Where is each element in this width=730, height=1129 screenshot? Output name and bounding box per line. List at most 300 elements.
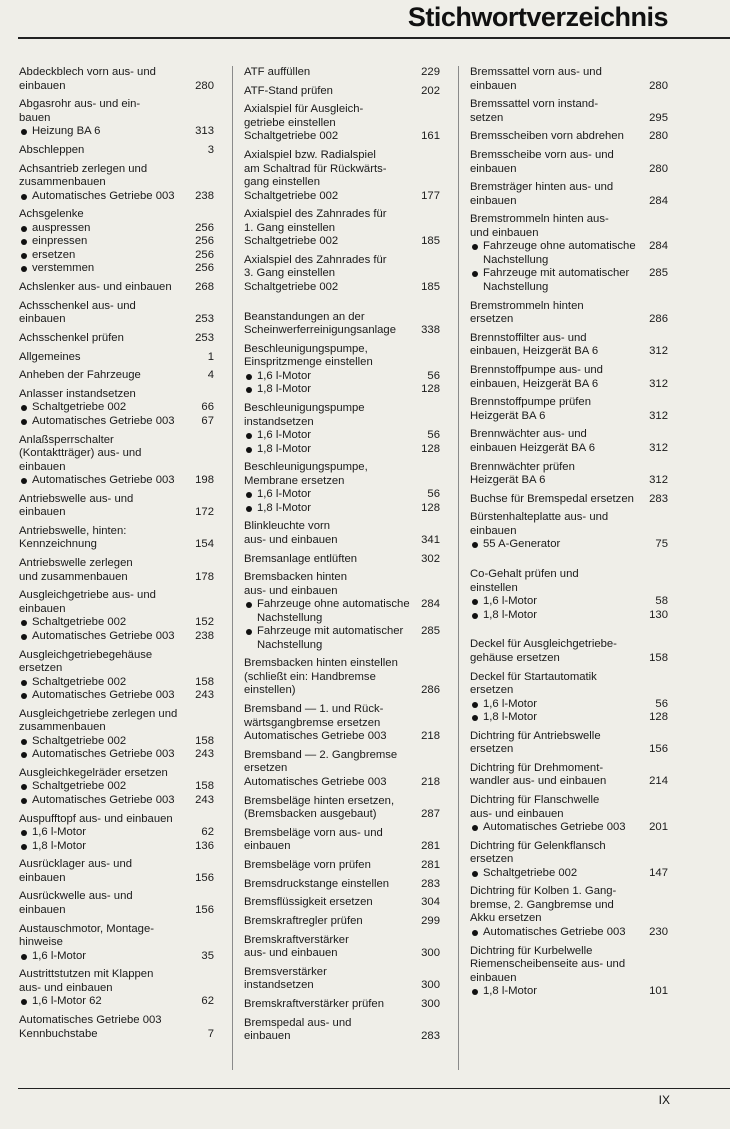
sub-entry <box>19 249 214 263</box>
sub-entry-page-number: 67 <box>201 414 214 427</box>
index-entry <box>19 813 214 854</box>
index-entry <box>244 1017 440 1044</box>
entry-text: Blinkleuchte vorn <box>244 520 331 533</box>
entry-text: gang einstellen <box>244 176 321 189</box>
entry-page-number: 312 <box>649 345 668 358</box>
entry-text: einbauen <box>470 524 517 537</box>
index-entry <box>19 98 214 139</box>
index-entry <box>470 66 668 93</box>
entry-page-number: 177 <box>421 189 440 202</box>
sub-entry <box>244 383 440 397</box>
entry-text: einbauen <box>244 1030 291 1043</box>
entry-text: Austauschmotor, Montage- <box>19 922 155 935</box>
entry-text: Beschleunigungspumpe, <box>244 461 368 474</box>
entry-page-number: 154 <box>195 538 214 551</box>
index-column-1 <box>19 66 214 1046</box>
entry-text: gehäuse ersetzen <box>470 651 560 664</box>
sub-entry <box>19 676 214 690</box>
entry-page-number: 286 <box>649 313 668 326</box>
sub-entry <box>19 125 214 139</box>
sub-entry-page-number: 56 <box>427 369 440 382</box>
entry-text: zusammenbauen <box>19 721 106 734</box>
index-entry <box>244 657 440 698</box>
index-entry <box>19 281 214 295</box>
sub-entry-page-number: 201 <box>649 821 668 834</box>
entry-text: Achsschenkel aus- und <box>19 299 136 312</box>
index-entry <box>470 794 668 835</box>
entry-page-number: 312 <box>649 377 668 390</box>
sub-entry <box>19 222 214 236</box>
sub-entry-text: Fahrzeuge mit automatischer Nachstellung <box>470 267 649 294</box>
entry-text: Schaltgetriebe 002 <box>244 235 339 248</box>
sub-entry-page-number: 285 <box>649 267 668 280</box>
entry-text: Bremsband — 2. Gangbremse <box>244 748 398 761</box>
entry-page-number: 156 <box>649 743 668 756</box>
entry-text: Schaltgetriebe 002 <box>244 280 339 293</box>
entry-text: hinweise <box>19 936 63 949</box>
sub-entry-page-number: 238 <box>195 189 214 202</box>
sub-entry <box>19 748 214 762</box>
entry-text: einbauen <box>19 79 66 92</box>
entry-text: Deckel für Ausgleichgetriebe- <box>470 638 617 651</box>
index-entry <box>19 163 214 204</box>
index-entry <box>470 396 668 423</box>
sub-entry-text: Fahrzeuge ohne automatische Nachstellung <box>244 598 421 625</box>
entry-text: Deckel für Startautomatik <box>470 670 597 683</box>
entry-text: Bremsdruckstange einstellen <box>244 877 390 890</box>
entry-text: zusammenbauen <box>19 176 106 189</box>
index-entry <box>244 149 440 203</box>
entry-page-number: 280 <box>649 162 668 175</box>
entry-text: einbauen Heizgerät BA 6 <box>470 441 595 454</box>
entry-text: Automatisches Getriebe 003 <box>244 730 387 743</box>
index-entry <box>470 730 668 757</box>
entry-text: Auspufftopf aus- und einbauen <box>19 812 173 825</box>
entry-text: Bremsscheibe vorn aus- und <box>470 149 614 162</box>
sub-entry-text: 1,8 l-Motor <box>244 443 421 457</box>
sub-entry-page-number: 158 <box>195 780 214 793</box>
entry-text: einbauen <box>19 903 66 916</box>
entry-page-number: 156 <box>195 871 214 884</box>
sub-entry <box>19 474 214 488</box>
entry-page-number: 280 <box>195 79 214 92</box>
entry-text: getriebe einstellen <box>244 116 336 129</box>
index-entry <box>244 703 440 744</box>
sub-entry-page-number: 158 <box>195 675 214 688</box>
entry-text: einbauen <box>19 313 66 326</box>
index-entry <box>244 571 440 652</box>
entry-text: Bremskraftregler prüfen <box>244 914 363 927</box>
entry-text: einbauen <box>244 840 291 853</box>
index-entry <box>244 859 440 873</box>
entry-text: Bremsträger hinten aus- und <box>470 181 614 194</box>
entry-text: Axialspiel für Ausgleich- <box>244 103 364 116</box>
entry-text: wandler aus- und einbauen <box>470 775 607 788</box>
sub-entry <box>19 735 214 749</box>
index-entry <box>244 896 440 910</box>
entry-text: einbauen <box>19 602 66 615</box>
sub-entry <box>470 538 668 552</box>
entry-page-number: 280 <box>649 79 668 92</box>
entry-text: Beanstandungen an der <box>244 310 365 323</box>
index-entry <box>244 878 440 892</box>
sub-entry <box>244 443 440 457</box>
entry-page-number: 300 <box>421 947 440 960</box>
entry-text: Kennzeichnung <box>19 538 97 551</box>
entry-text: einbauen, Heizgerät BA 6 <box>470 377 599 390</box>
sub-entry-page-number: 130 <box>649 608 668 621</box>
entry-page-number: 287 <box>421 808 440 820</box>
entry-text: Bremsverstärker <box>244 965 327 978</box>
entry-text: Antriebswelle aus- und <box>19 492 134 505</box>
sub-entry-text: 1,6 l-Motor <box>19 950 201 964</box>
column-divider <box>232 66 233 1070</box>
index-entry <box>470 493 668 507</box>
sub-entry-page-number: 243 <box>195 793 214 806</box>
entry-text: Co-Gehalt prüfen und <box>470 568 579 581</box>
sub-entry-text: Automatisches Getriebe 003 <box>19 415 201 429</box>
entry-text: (Bremsbacken ausgebaut) <box>244 808 377 820</box>
sub-entry-text: Automatisches Getriebe 003 <box>19 630 195 644</box>
index-entry <box>244 85 440 99</box>
index-entry <box>244 998 440 1012</box>
index-entry <box>470 461 668 488</box>
sub-entry-page-number: 152 <box>195 616 214 629</box>
entry-text: Bremsband — 1. und Rück- <box>244 703 384 716</box>
entry-page-number: 185 <box>421 280 440 293</box>
entry-text: Anlasser instandsetzen <box>19 387 136 400</box>
index-entry <box>244 749 440 790</box>
entry-text: Dichtring für Drehmoment- <box>470 761 604 774</box>
index-entry <box>470 364 668 391</box>
sub-entry-text: 1,6 l-Motor <box>244 488 427 502</box>
sub-entry-page-number: 256 <box>195 235 214 248</box>
entry-page-number: 158 <box>649 651 668 664</box>
sub-entry-page-number: 56 <box>655 697 668 710</box>
entry-page-number: 286 <box>421 684 440 697</box>
index-entry <box>244 915 440 929</box>
entry-text: Automatisches Getriebe 003 <box>19 1014 162 1026</box>
index-entry <box>470 762 668 789</box>
entry-text: aus- und einbauen <box>244 584 338 597</box>
sub-entry-page-number: 101 <box>649 985 668 998</box>
index-entry <box>244 343 440 397</box>
entry-text: (Kontaktträger) aus- und <box>19 447 142 460</box>
page-title: Stichwortverzeichnis <box>407 2 668 32</box>
index-entry <box>244 311 440 338</box>
index-entry <box>19 300 214 327</box>
entry-text: Abgasrohr aus- und ein- <box>19 98 141 111</box>
sub-entry <box>19 995 214 1009</box>
entry-text: Bremsbeläge vorn aus- und <box>244 826 383 839</box>
index-entry <box>470 213 668 294</box>
entry-page-number: 280 <box>649 130 668 143</box>
entry-text: einbauen <box>470 971 517 984</box>
entry-text: ersetzen <box>470 853 514 866</box>
sub-entry-text: 1,8 l-Motor <box>244 502 421 516</box>
entry-text: Ausgleichkegelräder ersetzen <box>19 766 168 779</box>
entry-text: Austrittstutzen mit Klappen <box>19 968 154 981</box>
index-entry <box>19 767 214 808</box>
sub-entry <box>470 240 668 267</box>
sub-entry-text: Schaltgetriebe 002 <box>19 676 195 690</box>
entry-page-number: 253 <box>195 313 214 326</box>
sub-entry-text: verstemmen <box>19 262 195 276</box>
index-column-2 <box>244 66 440 1049</box>
index-entry <box>19 434 214 488</box>
entry-page-number: 156 <box>195 903 214 916</box>
index-entry <box>19 493 214 520</box>
entry-text: setzen <box>470 111 504 124</box>
sub-entry-text: 1,8 l-Motor <box>19 840 195 854</box>
sub-entry-page-number: 136 <box>195 839 214 852</box>
entry-page-number: 253 <box>195 331 214 344</box>
sub-entry <box>19 415 214 429</box>
entry-page-number: 161 <box>421 130 440 143</box>
index-entry <box>470 149 668 176</box>
entry-text: und einbauen <box>470 226 539 239</box>
sub-entry-text: Automatisches Getriebe 003 <box>470 821 649 835</box>
entry-text: ersetzen <box>470 743 514 756</box>
sub-entry <box>19 794 214 808</box>
index-entry <box>244 966 440 993</box>
entry-text: einbauen, Heizgerät BA 6 <box>470 345 599 358</box>
sub-entry <box>19 190 214 204</box>
entry-text: Ausrückwelle aus- und <box>19 890 133 903</box>
index-entry <box>19 968 214 1009</box>
entry-text: Heizgerät BA 6 <box>470 409 546 422</box>
sub-entry-page-number: 256 <box>195 221 214 234</box>
entry-text: Bremskraftverstärker <box>244 933 349 946</box>
entry-text: Axialspiel bzw. Radialspiel <box>244 149 376 162</box>
sub-entry <box>244 598 440 625</box>
entry-text: bremse, 2. Gangbremse und <box>470 898 614 911</box>
sub-entry <box>470 821 668 835</box>
entry-text: am Schaltrad für Rückwärts- <box>244 162 387 175</box>
entry-text: ersetzen <box>470 313 514 326</box>
header-rule <box>18 37 730 39</box>
entry-page-number: 300 <box>421 998 440 1010</box>
sub-entry-text: 1,6 l-Motor <box>244 429 427 443</box>
sub-entry-text: Automatisches Getriebe 003 <box>19 794 195 808</box>
index-entry <box>19 649 214 703</box>
entry-page-number: 281 <box>421 858 440 871</box>
index-entry <box>19 589 214 643</box>
entry-page-number: 312 <box>649 474 668 487</box>
index-entry <box>244 254 440 295</box>
index-entry <box>470 511 668 552</box>
sub-entry <box>19 826 214 840</box>
entry-text: ATF-Stand prüfen <box>244 84 333 97</box>
letter-group-gap <box>470 557 668 568</box>
sub-entry-text: 1,6 l-Motor 62 <box>19 995 201 1009</box>
sub-entry-text: 1,6 l-Motor <box>470 595 655 609</box>
entry-text: Brennstoffpumpe prüfen <box>470 396 592 409</box>
entry-text: Ausrücklager aus- und <box>19 858 133 871</box>
entry-page-number: 4 <box>207 369 214 382</box>
index-entry <box>19 332 214 346</box>
index-entry <box>19 351 214 365</box>
sub-entry-page-number: 147 <box>649 866 668 879</box>
sub-entry-page-number: 198 <box>195 474 214 487</box>
sub-entry-text: auspressen <box>19 222 195 236</box>
entry-page-number: 338 <box>421 324 440 337</box>
entry-page-number: 312 <box>649 441 668 454</box>
letter-group-gap <box>470 627 668 638</box>
entry-text: Einspritzmenge einstellen <box>244 356 373 369</box>
index-entry <box>244 402 440 456</box>
entry-page-number: 302 <box>421 552 440 565</box>
entry-text: Dichtring für Gelenkflansch <box>470 839 606 852</box>
entry-page-number: 283 <box>649 492 668 505</box>
sub-entry <box>19 616 214 630</box>
entry-text: Bremsscheiben vorn abdrehen <box>470 130 624 143</box>
entry-text: Schaltgetriebe 002 <box>244 130 339 143</box>
entry-text: einbauen <box>470 162 517 175</box>
entry-page-number: 268 <box>195 280 214 293</box>
sub-entry <box>19 950 214 964</box>
index-entry <box>19 208 214 276</box>
entry-text: aus- und einbauen <box>244 533 338 546</box>
entry-text: Brennwächter aus- und <box>470 428 587 441</box>
index-entry <box>244 520 440 547</box>
index-entry <box>244 795 440 822</box>
sub-entry <box>19 401 214 415</box>
index-entry <box>19 557 214 584</box>
sub-entry-page-number: 128 <box>649 711 668 723</box>
entry-page-number: 295 <box>649 111 668 124</box>
entry-text: Bremsanlage entlüften <box>244 552 358 565</box>
entry-page-number: 185 <box>421 235 440 248</box>
sub-entry-text: Automatisches Getriebe 003 <box>19 748 195 762</box>
entry-text: Bremssattel vorn instand- <box>470 98 599 111</box>
sub-entry-text: Automatisches Getriebe 003 <box>19 190 195 204</box>
index-entry <box>470 98 668 125</box>
entry-text: Dichtring für Antriebswelle <box>470 729 601 742</box>
index-entry <box>470 428 668 455</box>
sub-entry <box>19 235 214 249</box>
entry-text: einbauen <box>19 506 66 519</box>
sub-entry <box>244 429 440 443</box>
entry-text: ersetzen <box>244 762 288 775</box>
entry-page-number: 178 <box>195 570 214 583</box>
entry-text: instandsetzen <box>244 415 314 428</box>
sub-entry-text: Schaltgetriebe 002 <box>19 401 201 415</box>
entry-page-number: 299 <box>421 914 440 927</box>
entry-text: Bremsflüssigkeit ersetzen <box>244 896 373 909</box>
entry-text: 3. Gang einstellen <box>244 267 336 280</box>
entry-text: Ausgleichgetriebegehäuse <box>19 648 153 661</box>
page-number: IX <box>658 1093 670 1107</box>
sub-entry <box>19 262 214 276</box>
sub-entry-text: 1,8 l-Motor <box>470 985 649 999</box>
entry-text: aus- und einbauen <box>244 947 338 960</box>
footer-rule <box>18 1088 730 1089</box>
sub-entry-page-number: 158 <box>195 734 214 747</box>
sub-entry-page-number: 243 <box>195 748 214 761</box>
index-entry <box>244 827 440 854</box>
entry-text: Brennstoffilter aus- und <box>470 331 587 344</box>
index-entry <box>244 934 440 961</box>
entry-text: Allgemeines <box>19 350 81 363</box>
sub-entry <box>470 711 668 725</box>
entry-text: Bremskraftverstärker prüfen <box>244 998 384 1010</box>
index-entry <box>19 144 214 158</box>
sub-entry <box>470 609 668 623</box>
entry-text: einbauen <box>470 194 517 207</box>
entry-text: Riemenscheibenseite aus- und <box>470 958 626 971</box>
sub-entry-page-number: 62 <box>201 826 214 839</box>
sub-entry-text: Schaltgetriebe 002 <box>19 735 195 749</box>
sub-entry-text: 1,6 l-Motor <box>19 826 201 840</box>
index-entry <box>19 369 214 383</box>
sub-entry-text: 1,8 l-Motor <box>470 609 649 623</box>
entry-text: einstellen) <box>244 684 296 697</box>
sub-entry-text: einpressen <box>19 235 195 249</box>
sub-entry-text: 1,6 l-Motor <box>470 698 655 712</box>
index-entry <box>470 885 668 939</box>
entry-text: Dichtring für Kurbelwelle <box>470 944 593 957</box>
sub-entry-page-number: 256 <box>195 262 214 275</box>
entry-text: Bremstrommeln hinten <box>470 299 584 312</box>
entry-text: instandsetzen <box>244 979 314 992</box>
index-entry <box>19 66 214 93</box>
entry-text: Dichtring für Flanschwelle <box>470 794 600 807</box>
sub-entry-text: 1,8 l-Motor <box>244 383 421 397</box>
entry-text: Bremsbeläge hinten ersetzen, <box>244 794 395 807</box>
entry-text: Ausgleichgetriebe aus- und <box>19 589 156 602</box>
entry-text: einbauen <box>19 871 66 884</box>
index-entry <box>19 388 214 429</box>
sub-entry <box>19 780 214 794</box>
entry-text: einbauen <box>470 79 517 92</box>
entry-page-number: 218 <box>421 775 440 788</box>
sub-entry <box>470 985 668 999</box>
sub-entry <box>470 926 668 940</box>
entry-page-number: 1 <box>207 350 214 363</box>
entry-page-number: 214 <box>649 775 668 788</box>
sub-entry <box>19 840 214 854</box>
sub-entry <box>470 595 668 609</box>
sub-entry-text: Heizung BA 6 <box>19 125 195 139</box>
sub-entry-page-number: 56 <box>427 488 440 501</box>
entry-text: Abdeckblech vorn aus- und <box>19 66 156 78</box>
index-entry <box>19 923 214 964</box>
entry-text: Axialspiel des Zahnrades für <box>244 253 387 266</box>
entry-page-number: 312 <box>649 409 668 422</box>
entry-page-number: 284 <box>649 194 668 207</box>
letter-group-gap <box>244 300 440 311</box>
sub-entry-page-number: 243 <box>195 689 214 701</box>
entry-text: einstellen <box>470 581 518 594</box>
index-entry <box>470 181 668 208</box>
entry-page-number: 283 <box>421 877 440 890</box>
entry-text: ATF auffüllen <box>244 66 311 78</box>
entry-text: Akku ersetzen <box>470 912 542 925</box>
index-entry <box>470 332 668 359</box>
entry-text: Heizgerät BA 6 <box>470 474 546 487</box>
index-column-3 <box>470 66 668 1004</box>
sub-entry-page-number: 35 <box>201 949 214 962</box>
entry-text: Achsgelenke <box>19 208 84 221</box>
index-entry <box>244 103 440 144</box>
sub-entry-text: Fahrzeuge mit automatischer Nachstellung <box>244 625 421 652</box>
index-entry <box>244 66 440 80</box>
index-entry <box>19 708 214 762</box>
entry-text: 1. Gang einstellen <box>244 221 336 234</box>
sub-entry <box>470 698 668 712</box>
entry-text: ersetzen <box>19 662 63 674</box>
